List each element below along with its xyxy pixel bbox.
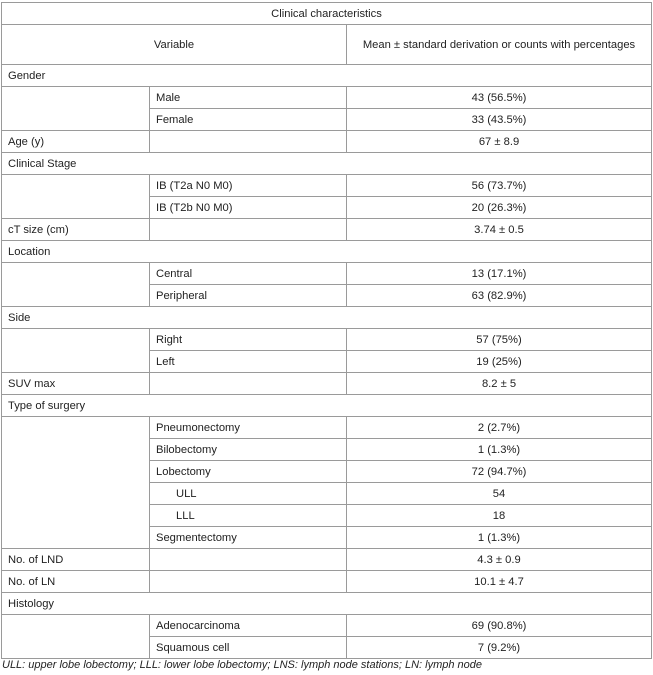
sub-variable-cell: Female — [150, 109, 347, 131]
variable-cell: No. of LND — [2, 549, 150, 571]
table-row — [2, 373, 652, 395]
group-spacer-cell — [2, 263, 150, 307]
group-header-row — [2, 241, 652, 263]
group-label: Location — [2, 241, 652, 263]
value-cell: 57 (75%) — [347, 329, 652, 351]
empty-sub-cell — [150, 571, 347, 593]
variable-cell: SUV max — [2, 373, 150, 395]
sub-variable-cell: Left — [150, 351, 347, 373]
value-cell: 72 (94.7%) — [347, 461, 652, 483]
group-spacer-cell — [2, 417, 150, 549]
variable-cell: cT size (cm) — [2, 219, 150, 241]
sub-variable-cell: Pneumonectomy — [150, 417, 347, 439]
variable-header: Variable — [2, 25, 347, 65]
value-cell: 1 (1.3%) — [347, 439, 652, 461]
value-cell: 33 (43.5%) — [347, 109, 652, 131]
value-cell: 7 (9.2%) — [347, 637, 652, 659]
empty-sub-cell — [150, 549, 347, 571]
group-spacer-cell — [2, 87, 150, 131]
table-row — [2, 417, 652, 439]
value-cell: 69 (90.8%) — [347, 615, 652, 637]
value-cell: 54 — [347, 483, 652, 505]
table-title: Clinical characteristics — [2, 3, 652, 25]
table-row — [2, 131, 652, 153]
value-cell: 1 (1.3%) — [347, 527, 652, 549]
sub-variable-cell: Peripheral — [150, 285, 347, 307]
table-row — [2, 219, 652, 241]
empty-sub-cell — [150, 373, 347, 395]
variable-cell: No. of LN — [2, 571, 150, 593]
table-row — [2, 571, 652, 593]
value-cell: 8.2 ± 5 — [347, 373, 652, 395]
sub-variable-cell: Adenocarcinoma — [150, 615, 347, 637]
group-spacer-cell — [2, 329, 150, 373]
value-cell: 20 (26.3%) — [347, 197, 652, 219]
value-cell: 63 (82.9%) — [347, 285, 652, 307]
variable-cell: Age (y) — [2, 131, 150, 153]
table-row — [2, 263, 652, 285]
empty-sub-cell — [150, 131, 347, 153]
value-cell: 19 (25%) — [347, 351, 652, 373]
table-row — [2, 549, 652, 571]
table-row — [2, 329, 652, 351]
group-header-row — [2, 65, 652, 87]
table-body — [2, 65, 652, 659]
sub-variable-cell: ULL — [150, 483, 347, 505]
sub-variable-cell: Right — [150, 329, 347, 351]
group-spacer-cell — [2, 615, 150, 659]
table-row — [2, 175, 652, 197]
value-cell: 13 (17.1%) — [347, 263, 652, 285]
value-cell: 10.1 ± 4.7 — [347, 571, 652, 593]
value-cell: 43 (56.5%) — [347, 87, 652, 109]
clinical-characteristics-table — [1, 2, 652, 659]
empty-sub-cell — [150, 219, 347, 241]
sub-variable-cell: IB (T2b N0 M0) — [150, 197, 347, 219]
value-cell: 18 — [347, 505, 652, 527]
table-footnote: ULL: upper lobe lobectomy; LLL: lower lobe lobectomy; LNS: lymph node stations; LN: lymph node — [2, 659, 482, 671]
sub-variable-cell: Bilobectomy — [150, 439, 347, 461]
table-title-row — [2, 3, 652, 25]
sub-variable-cell: Segmentectomy — [150, 527, 347, 549]
group-spacer-cell — [2, 175, 150, 219]
value-cell: 4.3 ± 0.9 — [347, 549, 652, 571]
group-label: Side — [2, 307, 652, 329]
table-header-row — [2, 25, 652, 65]
group-header-row — [2, 307, 652, 329]
sub-variable-cell: LLL — [150, 505, 347, 527]
value-cell: 3.74 ± 0.5 — [347, 219, 652, 241]
group-header-row — [2, 153, 652, 175]
value-header: Mean ± standard derivation or counts with percentages — [347, 25, 652, 65]
value-cell: 56 (73.7%) — [347, 175, 652, 197]
sub-variable-cell: IB (T2a N0 M0) — [150, 175, 347, 197]
sub-variable-cell: Male — [150, 87, 347, 109]
group-label: Clinical Stage — [2, 153, 652, 175]
group-label: Histology — [2, 593, 652, 615]
value-cell: 67 ± 8.9 — [347, 131, 652, 153]
group-label: Type of surgery — [2, 395, 652, 417]
group-label: Gender — [2, 65, 652, 87]
sub-variable-cell: Squamous cell — [150, 637, 347, 659]
sub-variable-cell: Central — [150, 263, 347, 285]
group-header-row — [2, 593, 652, 615]
sub-variable-cell: Lobectomy — [150, 461, 347, 483]
group-header-row — [2, 395, 652, 417]
table-row — [2, 87, 652, 109]
table-row — [2, 615, 652, 637]
value-cell: 2 (2.7%) — [347, 417, 652, 439]
